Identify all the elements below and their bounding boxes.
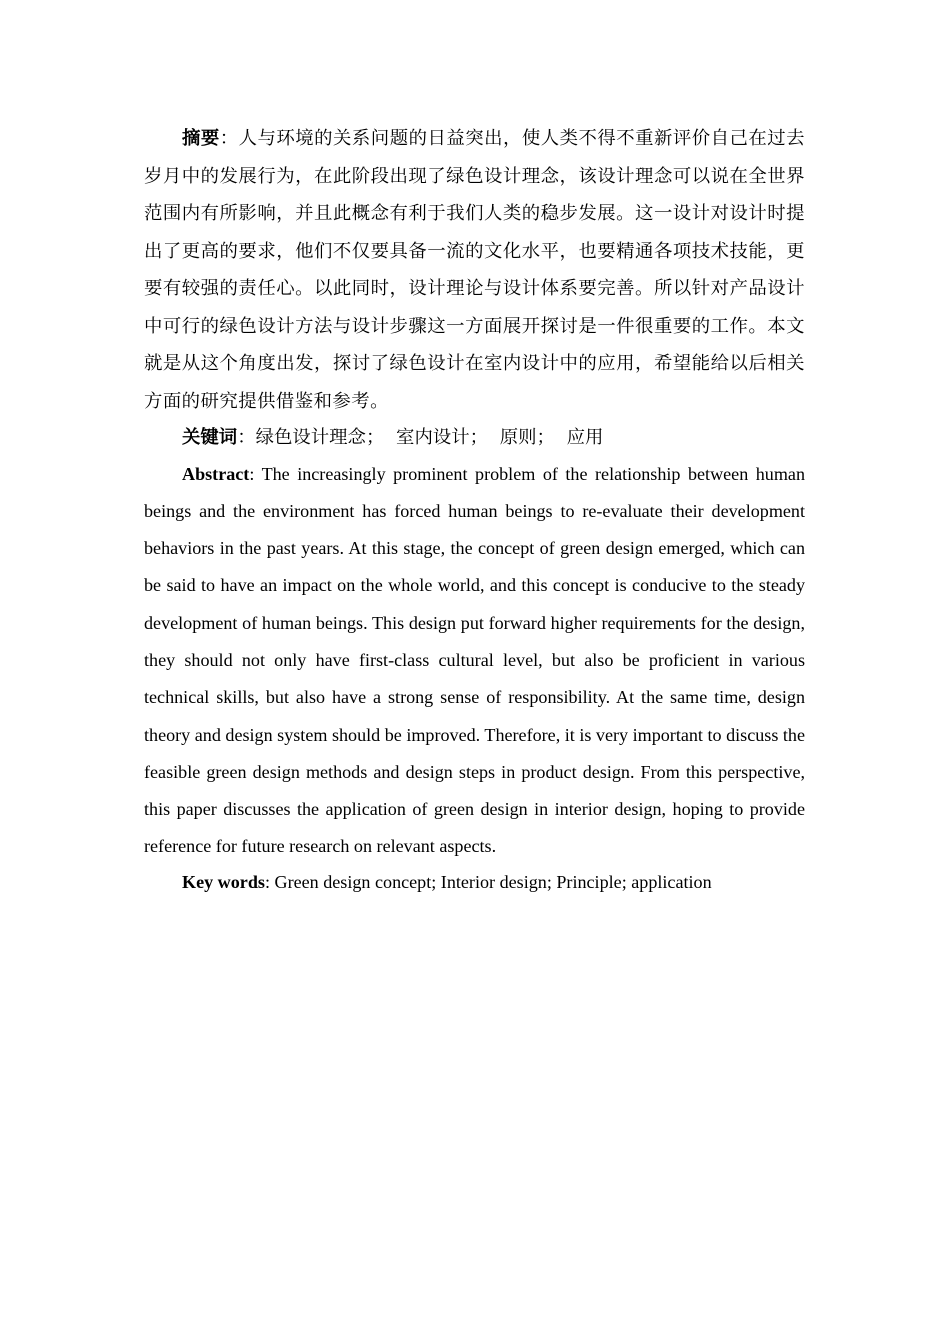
english-keywords-separator: : xyxy=(264,871,275,892)
chinese-keyword-item: 应用 xyxy=(566,427,604,448)
english-keywords-label: Key words xyxy=(182,871,265,892)
english-abstract-separator: : xyxy=(249,463,262,484)
english-keywords-paragraph xyxy=(144,864,805,901)
chinese-abstract-separator: ： xyxy=(219,128,239,149)
english-keywords-text: Green design concept; Interior design; Principle; application xyxy=(274,871,712,892)
chinese-keyword-item: 室内设计； xyxy=(396,427,489,448)
english-abstract-label: Abstract xyxy=(182,463,250,484)
chinese-abstract-label: 摘要 xyxy=(182,128,220,149)
chinese-keyword-item: 原则； xyxy=(499,427,555,448)
english-abstract-text: The increasingly prominent problem of the relationship between human beings and the environment has forced human beings to re-evaluate their development behaviors in the past years. At this stage, the concept of green design emerged, which can be said to have an impact on the whole world, and this concept is conducive to the steady development of human beings. This design put forward higher requirements for the design, they should not only have first-class cultural level, but also be proficient in various technical skills, but also have a strong sense of responsibility. At the same time, design theory and design system should be improved. Therefore, it is very important to discuss the feasible green design methods and design steps in product design. From this perspective, this paper discusses the application of green design in interior design, hoping to provide reference for future research on relevant aspects. xyxy=(144,463,805,857)
chinese-keywords-separator: ： xyxy=(237,427,256,448)
english-abstract-paragraph xyxy=(144,456,805,866)
chinese-keywords-label: 关键词 xyxy=(182,427,238,448)
chinese-abstract-text: 人与环境的关系问题的日益突出，使人类不得不重新评价自己在过去岁月中的发展行为，在此阶段出现了绿色设计理念，该设计理念可以说在全世界范围内有所影响，并且此概念有利于我们人类的稳步发展。这一设计对设计时提出了更高的要求，他们不仅要具备一流的文化水平，也要精通各项技术技能，更要有较强的责任心。以此同时，设计理论与设计体系要完善。所以针对产品设计中可行的绿色设计方法与设计步骤这一方面展开探讨是一件很重要的工作。本文就是从这个角度出发，探讨了绿色设计在室内设计中的应用，希望能给以后相关方面的研究提供借鉴和参考。 xyxy=(144,128,805,412)
abstract-section xyxy=(144,120,805,901)
chinese-abstract-paragraph xyxy=(144,120,805,420)
chinese-keyword-item: 绿色设计理念； xyxy=(255,427,385,448)
chinese-keywords-paragraph xyxy=(144,419,805,457)
